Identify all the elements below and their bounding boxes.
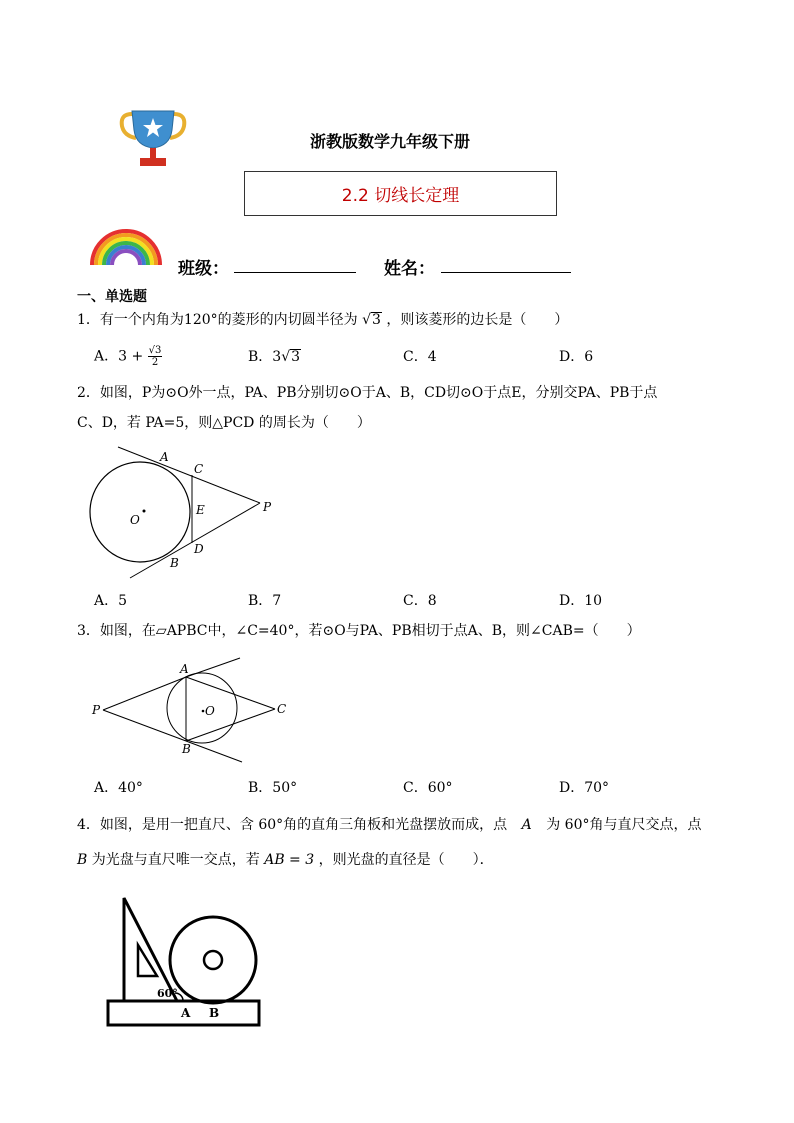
center-dot: [143, 510, 146, 513]
class-field[interactable]: [234, 272, 356, 273]
label-c: C: [277, 702, 287, 716]
label-d: D: [194, 542, 204, 556]
label-o: O: [205, 704, 215, 718]
lesson-title-box: [244, 171, 557, 216]
q3-option-a[interactable]: A．40°: [94, 780, 143, 796]
set-square-inner: [138, 945, 157, 976]
question-2-line-1: [77, 383, 657, 403]
tangent-pa: [118, 447, 260, 503]
question-1: [77, 310, 568, 330]
question-number: 1．: [77, 312, 100, 328]
question-2-line-2: C、D，若 PA=5，则△PCD 的周长为（ ）: [77, 415, 371, 431]
name-label: 姓名：: [384, 259, 435, 279]
label-60: 60°: [157, 987, 178, 1000]
disc-outer: [170, 917, 256, 1003]
circle-o: [90, 462, 190, 562]
disc-hole: [204, 951, 222, 969]
q3-option-c[interactable]: C．60°: [403, 780, 453, 796]
question-3: [77, 621, 641, 641]
q1-option-c[interactable]: C．4: [403, 349, 437, 365]
class-label: 班级：: [178, 259, 229, 279]
q3-option-d[interactable]: D．70°: [559, 780, 610, 796]
point-symbol: 𝐴: [521, 817, 532, 833]
q2-option-a[interactable]: A．5: [94, 593, 128, 609]
name-field[interactable]: [441, 272, 571, 273]
label-b: B: [182, 742, 191, 756]
book-title: 浙教版数学九年级下册: [310, 132, 471, 151]
label-e: E: [196, 503, 205, 517]
label-b: B: [209, 1006, 220, 1020]
segment-pa: [103, 677, 186, 710]
q2-option-d[interactable]: D．10: [559, 593, 603, 609]
label-p: P: [92, 703, 101, 717]
segment-bc-extended: [186, 741, 242, 762]
fraction: $\frac{√3}{2}$: [148, 345, 162, 368]
section-heading: 一、单选题: [77, 289, 147, 305]
figure-q3-parallelogram: [90, 655, 300, 765]
figure-q4-ruler-triangle-disc: [105, 890, 265, 1030]
set-square-outer: [124, 898, 177, 1001]
label-b: B: [170, 556, 179, 570]
segment-ac: [186, 677, 275, 709]
question-number: 3．: [77, 623, 100, 639]
rainbow-icon: [88, 225, 164, 267]
circle-o: [167, 673, 237, 743]
segment-bc: [186, 709, 275, 741]
label-o: O: [130, 513, 140, 527]
question-text: 如图，P为⊙O外一点，PA、PB分别切⊙O于A、B，CD切⊙O于点E，分别交PA、PB于点: [99, 385, 658, 401]
label-c: C: [194, 462, 204, 476]
label-a: A: [180, 662, 189, 676]
radical: √3: [362, 312, 381, 328]
q2-option-c[interactable]: C．8: [403, 593, 437, 609]
segment-ac-extended: [186, 658, 240, 677]
segment-pb: [103, 710, 186, 741]
figure-q2-tangent-circle: [88, 445, 288, 585]
q3-option-b[interactable]: B．50°: [248, 780, 298, 796]
trophy-icon: [118, 108, 188, 170]
label-a: A: [181, 1006, 191, 1020]
q1-option-a[interactable]: A．3 + $\frac{√3}{2}$: [94, 345, 162, 368]
lesson-title: 2.2 切线长定理: [341, 186, 460, 206]
question-text: 如图，在▱APBC中，∠C=40°，若⊙O与PA、PB相切于点A、B，则∠CAB=（ ）: [99, 623, 641, 639]
q1-option-b[interactable]: B．3√3: [248, 349, 301, 365]
center-dot: [202, 710, 205, 713]
question-4-line-2: B 为光盘与直尺唯一交点，若 AB = 3 ，则光盘的直径是（ ）．: [77, 852, 494, 868]
q1-option-d[interactable]: D．6: [559, 349, 594, 365]
question-text-end: ，则该菱形的边长是（ ）: [386, 312, 569, 328]
label-a: A: [160, 450, 169, 464]
q2-option-b[interactable]: B．7: [248, 593, 282, 609]
label-p: P: [263, 500, 272, 514]
tangent-pb: [130, 503, 260, 578]
question-4-line-1: 4．如图，是用一把直尺、含 60°角的直角三角板和光盘摆放而成，点 𝐴 为 60°角与直尺交点，点: [77, 817, 702, 833]
question-number: 4．: [77, 817, 100, 833]
question-number: 2．: [77, 385, 100, 401]
question-text: 有一个内角为120°的菱形的内切圆半径为: [99, 312, 358, 328]
